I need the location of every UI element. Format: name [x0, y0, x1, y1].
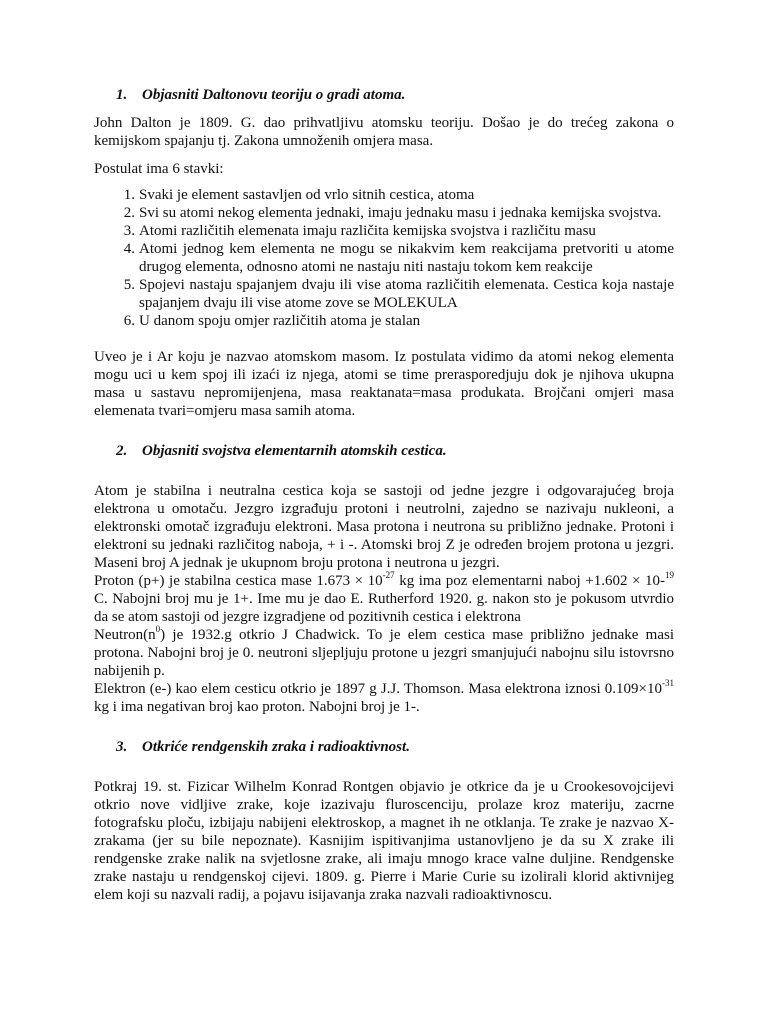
section-2-number: 2.: [116, 443, 128, 459]
postulat-label: Postulat ima 6 stavki:: [94, 161, 224, 177]
section-3-heading: [94, 738, 674, 756]
section-2-heading: [94, 442, 674, 460]
document-content: [94, 86, 674, 904]
list-item: 3. Atomi različitih elemenata imaju različita kemijska svojstva i različitu masu: [123, 223, 596, 239]
proton-paragraph: Proton (p+) je stabilna cestica mase $1.673 \times 10^{-27}$ kg ima poz elementarni naboj +1.602 × 10-$^{19}$ C. Nabojni broj mu je 1+. Ime mu je dao E. Rutherford 1920. g. nakon sto je pokusom utvrdio da se atom sastoji od jezgre izgradjene od pozitivnih cestica i elektrona: [94, 570, 674, 625]
section-3-title: Otkriće rendgenskih zraka i radioaktivnost.: [142, 739, 410, 755]
neutron-paragraph: $Neutron(n^0)$ je 1932.g otkrio J Chadwick. To je elem cestica mase približno jednake masi protona. Nabojni broj je 0. neutroni sljepljuju protone u jezgri smanjujući nabojnu silu istovrsno nabijenih p.: [94, 624, 674, 679]
list-item: 2. Svi su atomi nekog elementa jednaki, imaju jednaku masu i jednaka kemijska svojstva.: [123, 205, 662, 221]
section-3-number: 3.: [116, 739, 128, 755]
section-1-intro: John Dalton je 1809. G. dao prihvatljivu atomsku teoriju. Došao je do trećeg zakona o kemijskom spajanju tj. Zakona umnoženih omjera masa.: [94, 115, 674, 149]
section-1-heading: [94, 86, 674, 104]
section-1-closing: Uveo je i Ar koju je nazvao atomskom masom. Iz postulata vidimo da atomi nekog elementa mogu uci u kem spoj ili izaći iz njega, atomi se time prerasporedjuju dok je njihova ukupna masa u sastavu nepromijenjena, masa reaktanata=masa produkata. Brojčani omjeri masa elemenata tvari=omjeru masa samih atoma.: [94, 349, 674, 419]
list-item: 1. Svaki je element sastavljen od vrlo sitnih cestica, atoma: [123, 187, 475, 203]
list-item: 6. U danom spoju omjer različitih atoma je stalan: [123, 313, 421, 329]
section-1-title: Objasniti Daltonovu teoriju o gradi atoma.: [142, 87, 406, 103]
atom-paragraph: Atom je stabilna i neutralna cestica koja se sastoji od jedne jezgre i odgovarajućeg broja elektrona u omotaču. Jezgro izgrađuju protoni i neutrolni, zajedno se nazivaju nukleoni, a elektronski omotač izgrađuju elektroni. Masa protona i neutrona su približno jednake. Protoni i elektroni su jednaki različitog naboja, + i -. Atomski broj Z je određen brojem protona u jezgri. Maseni broj A jednak je ukupnom broju protona i neutrona u jezgri.: [94, 483, 674, 571]
electron-paragraph: Elektron (e-) kao elem cesticu otkrio je 1897 g J.J. Thomson. Masa elektrona iznosi $0.109\times 10^{-31}$ kg i ima negativan broj kao proton. Nabojni broj je 1-.: [94, 678, 674, 715]
section-1-number: 1.: [116, 87, 128, 103]
section-3-body: Potkraj 19. st. Fizicar Wilhelm Konrad Rontgen objavio je otkrice da je u Crookesovojcijevi otkrio nove vidljive zrake, koje izazivaju fluroscenciju, prolaze kroz materiju, zacrne fotografsku ploču, izbijaju nabijeni elektroskop, a magnet ih ne otklanja. Te zrake je nazvao X-zrakama (jer su bile nepoznate). Kasnijim ispitivanjima ustanovljeno je da su X zrake ili rendgenske zrake nalik na svjetlosne zrake, ali imaju mnogo krace valne duljine. Rendgenske zrake nastaju u rendgenskoj cijevi. 1809. g. Pierre i Marie Curie su izolirali klorid aktivnijeg elem koji su nazvali radij, a pojavu isijavanja zraka nazvali radioaktivnoscu.: [94, 779, 674, 903]
section-2-title: Objasniti svojstva elementarnih atomskih cestica.: [142, 443, 447, 459]
postulat-list: [94, 186, 674, 330]
list-item: 5. Spojevi nastaju spajanjem dvaju ili vise atoma različitih elemenata. Cestica koja nastaje spajanjem dvaju ili vise atome zove se MOLEKULA: [123, 277, 674, 311]
list-item: 4. Atomi jednog kem elementa ne mogu se nikakvim kem reakcijama pretvoriti u atome drugog elementa, odnosno atomi ne nastaju niti nastaju tokom kem reakcije: [123, 241, 674, 275]
